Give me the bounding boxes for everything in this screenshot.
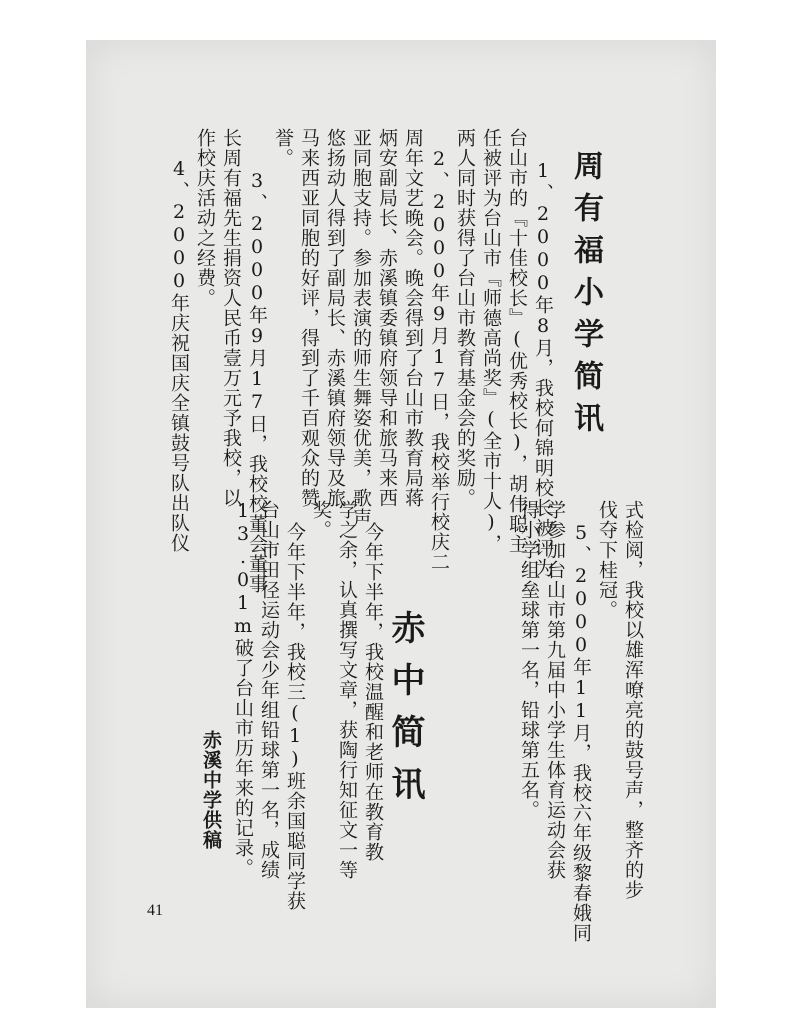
- article-line: 周年文艺晚会。晚会得到了台山市教育局蒋: [402, 128, 424, 508]
- section-title-chizhong: 赤中简讯: [385, 610, 425, 818]
- article-line: 得小学组垒球第一名，铅球第五名。: [518, 500, 540, 820]
- article-line: 1、2000年8月，我校何锦明校长被评为: [532, 160, 554, 578]
- section-title-zhouyoufu: 周有福小学简讯: [568, 150, 603, 444]
- article-line: 3、2000年9月17日，我校校董会董事: [246, 170, 268, 594]
- page-number: 41: [147, 902, 163, 919]
- article-line: 学之余，认真撰写文章，获陶行知征文一等: [336, 500, 358, 880]
- article-line: 今年下半年，我校三(1)班余国聪同学获: [284, 522, 306, 911]
- article-line: 炳安副局长、赤溪镇委镇府领导和旅马来西: [376, 128, 398, 508]
- article-line: 13.01m破了台山市历年来的记录。: [232, 500, 254, 878]
- article-line: 伐夺下桂冠。: [596, 500, 618, 620]
- article-line: 悠扬动人得到了副局长、赤溪镇府领导及旅: [324, 128, 346, 508]
- article-line: 4、2000年庆祝国庆全镇鼓号队出队仪: [168, 158, 190, 553]
- article-line: 马来西亚同胞的好评，得到了千百观众的赞: [298, 128, 320, 508]
- article-line: 5、2000年11月，我校六年级黎春娥同: [570, 522, 592, 943]
- article-line: 任被评为台山市『师德高尚奖』(全市十人)，: [480, 128, 502, 554]
- page: [86, 40, 716, 1008]
- article-line: 学参加台山市第九届中小学生体育运动会获: [544, 500, 566, 880]
- article-line: 台山市田径运动会少年组铅球第一名，成绩: [258, 500, 280, 880]
- article-line: 今年下半年，我校温醒和老师在教育教: [362, 522, 384, 862]
- article-line: 2、2000年9月17日，我校举行校庆二: [428, 148, 450, 572]
- byline: 赤溪中学供稿: [200, 730, 222, 850]
- article-line: 亚同胞支持。参加表演的师生舞姿优美，歌声: [350, 128, 372, 528]
- article-line: 式检阅，我校以雄浑嘹亮的鼓号声，整齐的步: [622, 500, 644, 900]
- article-line: 台山市的『十佳校长』(优秀校长)，胡伟聪主: [506, 128, 528, 554]
- article-line: 奖。: [310, 500, 332, 540]
- article-line: 长周有福先生捐资人民币壹万元予我校，以: [220, 128, 242, 508]
- article-line: 作校庆活动之经费。: [194, 128, 216, 308]
- article-line: 两人同时获得了台山市教育基金会的奖励。: [454, 128, 476, 508]
- article-line: 誉。: [272, 128, 294, 168]
